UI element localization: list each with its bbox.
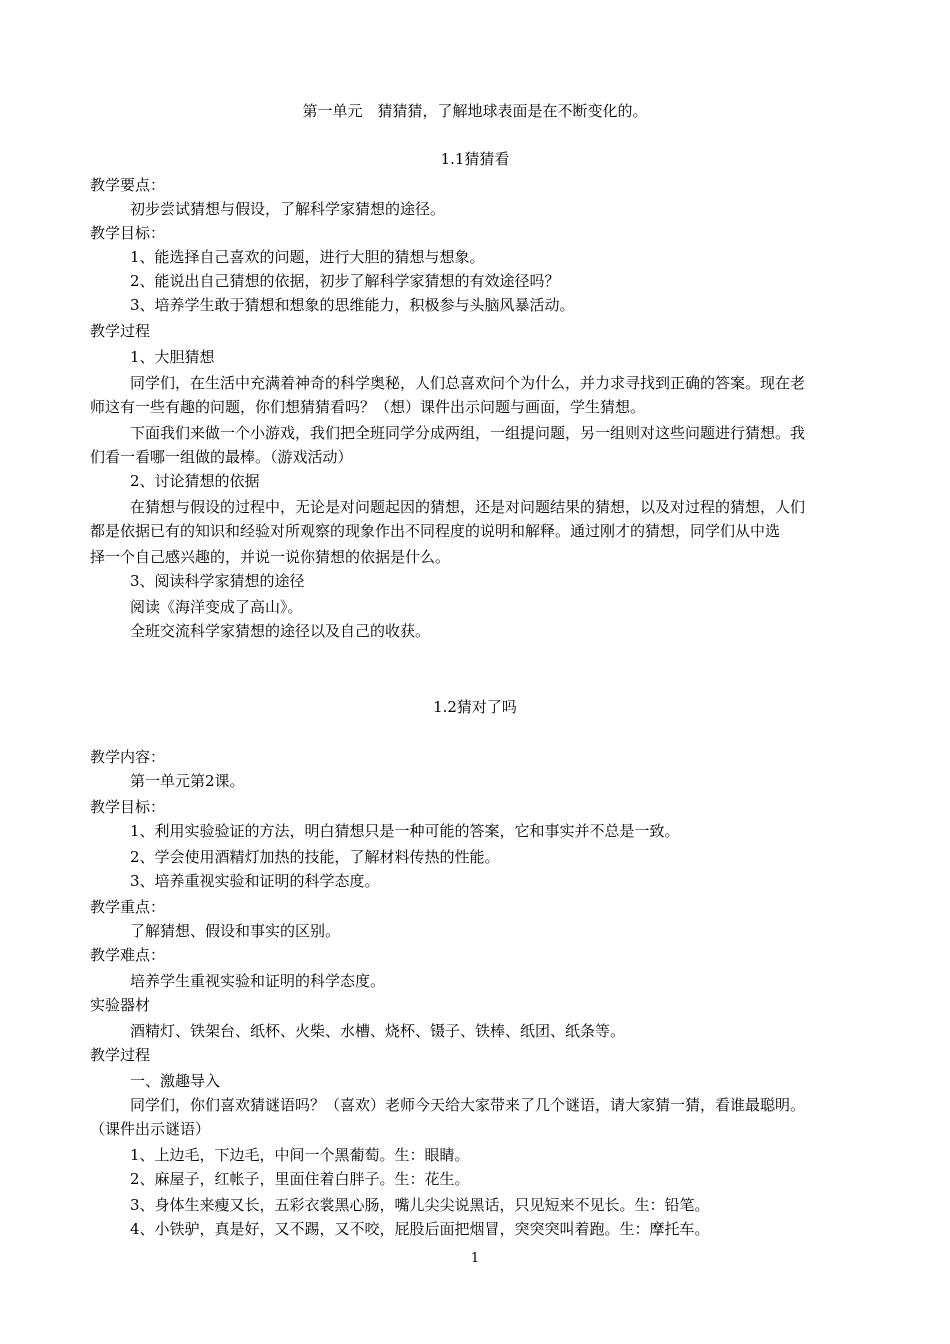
paragraph-continuation: 都是依据已有的知识和经验对所观察的现象作出不同程度的说明和解释。通过刚才的猜想，同学们从中选 xyxy=(90,522,781,540)
subheading: 2、讨论猜想的依据 xyxy=(130,472,260,490)
subheading: 1、大胆猜想 xyxy=(130,348,215,366)
list-item: 1、上边毛，下边毛，中间一个黑葡萄。生：眼睛。 xyxy=(130,1146,470,1164)
paragraph: 全班交流科学家猜想的途径以及自己的收获。 xyxy=(130,622,431,640)
section-heading: 教学目标： xyxy=(90,224,166,242)
paragraph: 第一单元第2课。 xyxy=(130,772,245,790)
section-heading: 教学重点： xyxy=(90,898,166,916)
paragraph: 阅读《海洋变成了高山》。 xyxy=(130,598,303,616)
paragraph-continuation: 择一个自己感兴趣的，并说一说你猜想的依据是什么。 xyxy=(90,548,451,566)
section-heading: 教学目标： xyxy=(90,798,166,816)
paragraph-continuation: （课件出示谜语） xyxy=(90,1120,211,1138)
paragraph: 在猜想与假设的过程中，无论是对问题起因的猜想，还是对问题结果的猜想，以及对过程的猜想，人们 xyxy=(130,498,806,516)
paragraph-continuation: 们看一看哪一组做的最棒。（游戏活动） xyxy=(90,448,353,466)
list-item: 2、学会使用酒精灯加热的技能，了解材料传热的性能。 xyxy=(130,848,500,866)
list-item: 3、培养重视实验和证明的科学态度。 xyxy=(130,872,380,890)
subheading: 一、激趣导入 xyxy=(130,1072,221,1090)
page-number: 1 xyxy=(470,1251,480,1266)
section-heading: 教学要点： xyxy=(90,176,166,194)
section-heading: 实验器材 xyxy=(90,996,151,1014)
paragraph-continuation: 师这有一些有趣的问题，你们想猜猜看吗？（想）课件出示问题与画面，学生猜想。 xyxy=(90,398,646,416)
lesson2-title: 1.2猜对了吗 xyxy=(433,698,517,716)
section-heading: 教学内容： xyxy=(90,748,166,766)
list-item: 3、身体生来瘦又长，五彩衣裳黑心肠，嘴儿尖尖说黑话，只见短来不见长。生：铅笔。 xyxy=(130,1196,710,1214)
paragraph: 了解猜想、假设和事实的区别。 xyxy=(130,922,341,940)
section-heading: 教学难点： xyxy=(90,946,166,964)
unit-title: 第一单元 猜猜猜，了解地球表面是在不断变化的。 xyxy=(302,102,648,120)
list-item: 3、培养学生敢于猜想和想象的思维能力，积极参与头脑风暴活动。 xyxy=(130,296,575,314)
paragraph: 同学们，你们喜欢猜谜语吗？（喜欢）老师今天给大家带来了几个谜语，请大家猜一猜，看谁最聪明。 xyxy=(130,1096,806,1114)
list-item: 1、能选择自己喜欢的问题，进行大胆的猜想与想象。 xyxy=(130,248,485,266)
paragraph: 初步尝试猜想与假设，了解科学家猜想的途径。 xyxy=(130,200,446,218)
paragraph: 同学们，在生活中充满着神奇的科学奥秘，人们总喜欢问个为什么，并力求寻找到正确的答案。现在老 xyxy=(130,374,806,392)
list-item: 2、麻屋子，红帐子，里面住着白胖子。生：花生。 xyxy=(130,1170,470,1188)
list-item: 4、小铁驴，真是好，又不踢，又不咬，屁股后面把烟冒，突突突叫着跑。生：摩托车。 xyxy=(130,1220,710,1238)
list-item: 1、利用实验验证的方法，明白猜想只是一种可能的答案，它和事实并不总是一致。 xyxy=(130,822,680,840)
list-item: 2、能说出自己猜想的依据，初步了解科学家猜想的有效途径吗？ xyxy=(130,272,560,290)
section-heading: 教学过程 xyxy=(90,322,151,340)
lesson1-title: 1.1猜猜看 xyxy=(440,150,510,168)
paragraph: 酒精灯、铁架台、纸杯、火柴、水槽、烧杯、镊子、铁棒、纸团、纸条等。 xyxy=(130,1022,626,1040)
paragraph: 培养学生重视实验和证明的科学态度。 xyxy=(130,972,386,990)
section-heading: 教学过程 xyxy=(90,1046,151,1064)
paragraph: 下面我们来做一个小游戏，我们把全班同学分成两组，一组提问题，另一组则对这些问题进行猜想。我 xyxy=(130,424,806,442)
subheading: 3、阅读科学家猜想的途径 xyxy=(130,572,305,590)
